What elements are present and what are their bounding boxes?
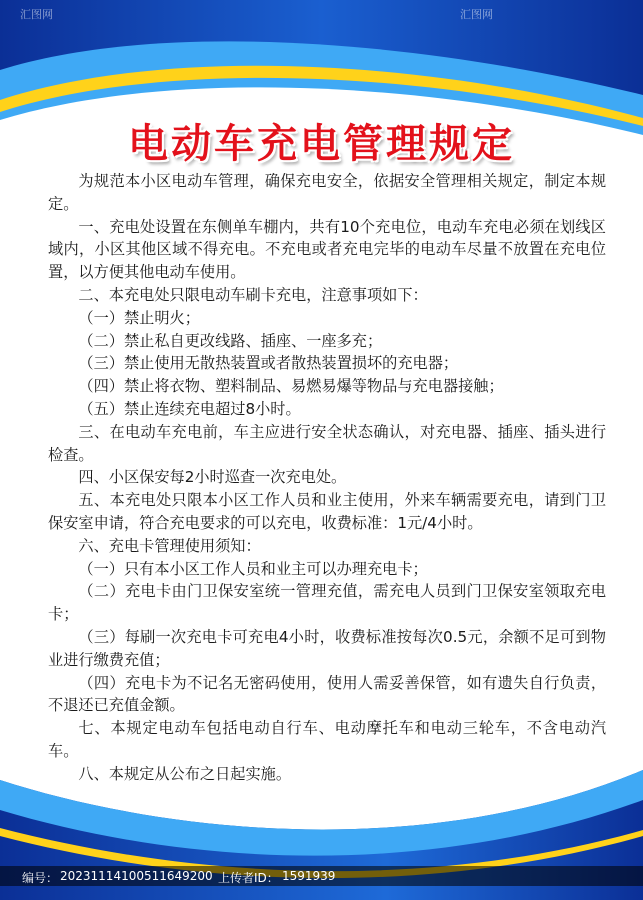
paragraph-6: 六、充电卡管理使用须知： bbox=[78, 536, 261, 555]
paragraph-1: 一、充电处设置在东侧单车棚内，共有10个充电位，电动车充电必须在划线区域内，小区其他区域不得充电。不充电或者充电完毕的电动车尽量不放置在充电位置，以方便其他电动车使用。 bbox=[48, 217, 606, 282]
id-label: 编号： bbox=[22, 871, 59, 885]
uploader-value: 1591939 bbox=[282, 869, 336, 883]
paragraph-4: 四、小区保安每2小时巡查一次充电处。 bbox=[78, 468, 347, 487]
paragraph-6-item-1: （一）只有本小区工作人员和业主可以办理充电卡； bbox=[78, 559, 428, 578]
paragraph-5: 五、本充电处只限本小区工作人员和业主使用，外来车辆需要充电，请到门卫保安室申请，符合充电要求的可以充电，收费标准：1元/4小时。 bbox=[48, 491, 606, 532]
paragraph-2: 二、本充电处只限电动车刷卡充电，注意事项如下： bbox=[78, 285, 428, 304]
paragraph-6-item-3: （三）每刷一次充电卡可充电4小时，收费标准按每次0.5元，余额不足可到物业进行缴费充值； bbox=[48, 627, 606, 669]
id-value: 20231114100511649200 bbox=[60, 869, 213, 883]
watermark: 汇图网 bbox=[460, 8, 493, 21]
footer-bar bbox=[0, 866, 643, 886]
page-title: 电动车充电管理规定 bbox=[128, 121, 515, 167]
paragraph-6-item-2: （二）充电卡由门卫保安室统一管理充值，需充电人员到门卫保安室领取充电卡； bbox=[48, 582, 606, 624]
regulation-body bbox=[48, 170, 606, 786]
paragraph-2-item-1: （一）禁止明火； bbox=[78, 308, 200, 327]
paragraph-3: 三、在电动车充电前，车主应进行安全状态确认，对充电器、插座、插头进行检查。 bbox=[48, 422, 606, 464]
watermark: 汇图网 bbox=[20, 8, 53, 21]
paragraph-intro: 为规范本小区电动车管理，确保充电安全，依据安全管理相关规定，制定本规定。 bbox=[48, 172, 606, 213]
paragraph-2-item-3: （三）禁止使用无散热装置或者散热装置损坏的充电器； bbox=[78, 354, 459, 373]
paragraph-8: 八、本规定从公布之日起实施。 bbox=[78, 764, 292, 783]
paragraph-2-item-4: （四）禁止将衣物、塑料制品、易燃易爆等物品与充电器接触； bbox=[78, 377, 504, 396]
paragraph-7: 七、本规定电动车包括电动自行车、电动摩托车和电动三轮车，不含电动汽车。 bbox=[48, 719, 606, 760]
paragraph-6-item-4: （四）充电卡为不记名无密码使用，使用人需妥善保管，如有遗失自行负责，不退还已充值金额。 bbox=[48, 673, 606, 715]
paragraph-2-item-5: （五）禁止连续充电超过8小时。 bbox=[78, 399, 301, 418]
paragraph-2-item-2: （二）禁止私自更改线路、插座、一座多充； bbox=[78, 331, 383, 350]
uploader-label: 上传者ID： bbox=[218, 871, 279, 885]
